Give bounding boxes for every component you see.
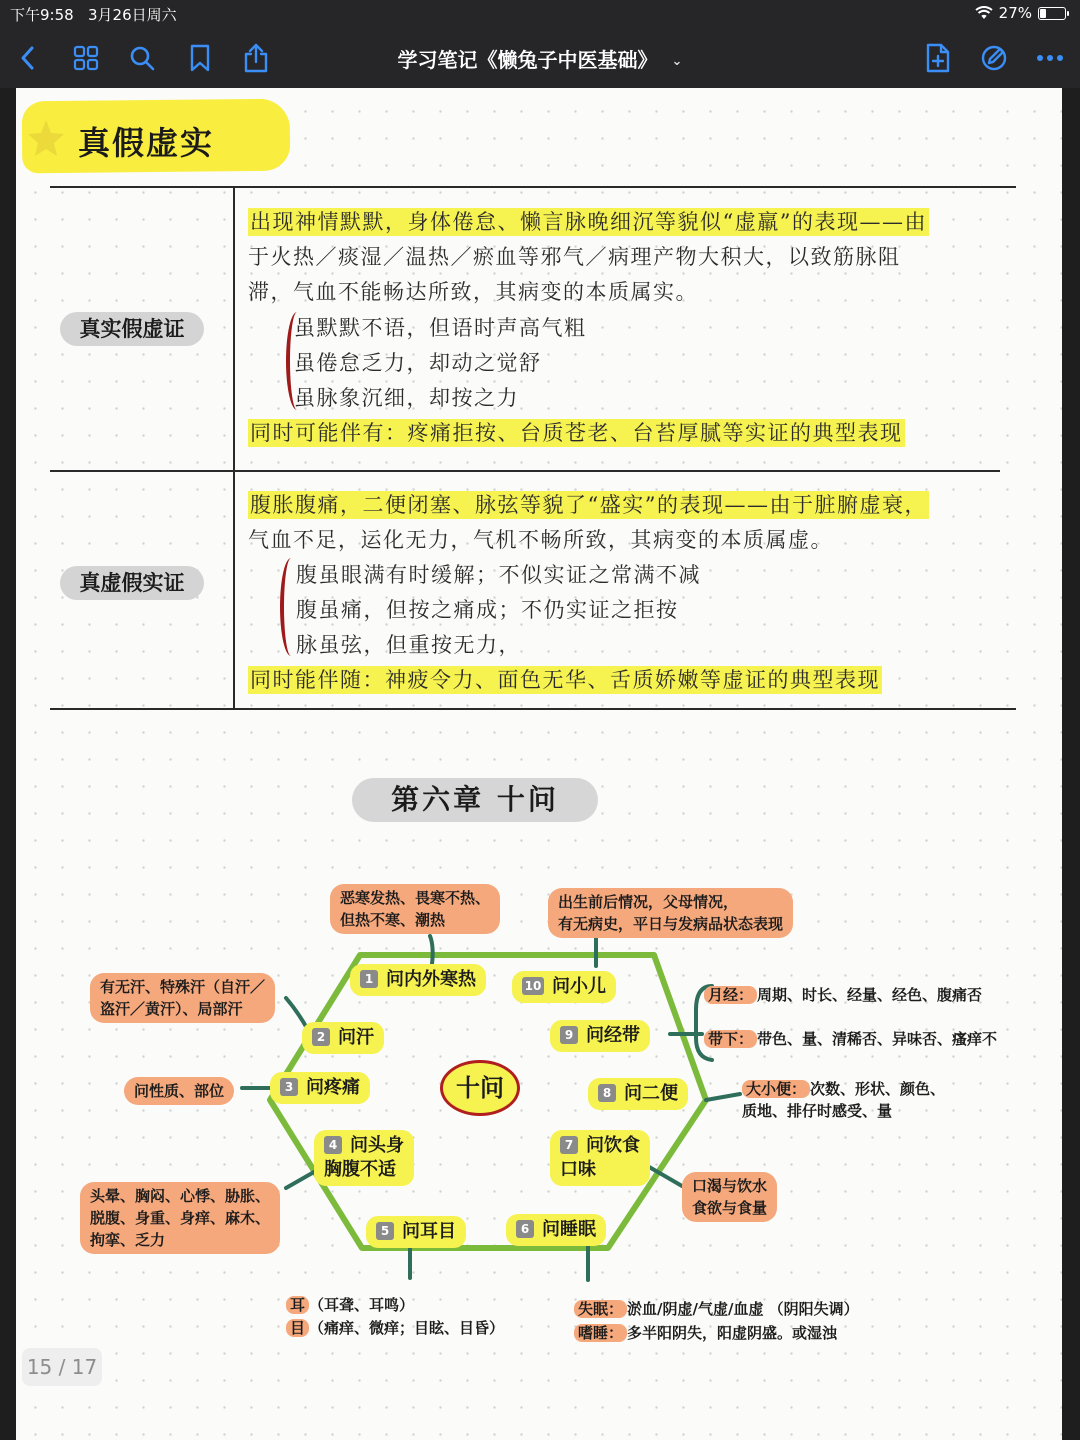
node-2-number: 2 <box>312 1028 330 1046</box>
section2-sub-1: 腹虽眼满有时缓解；不似实证之常满不减 <box>296 563 701 587</box>
note-10-line-2: 有无病史，平日与发病品状态表现 <box>558 915 784 933</box>
node-8-number: 8 <box>598 1084 616 1102</box>
node-10-number: 10 <box>522 977 544 995</box>
chevron-down-icon[interactable]: ⌄ <box>671 54 683 69</box>
node-4-number: 4 <box>324 1136 342 1154</box>
note-10-line-1: 出生前后情况，父母情况， <box>558 893 739 911</box>
note-6-shishui-text: 多半阳阴失，阳虚阴盛。或湿浊 <box>627 1324 838 1342</box>
section2-line-1-text: 腹胀腹痛，二便闭塞、脉弦等貌了“盛实”的表现——由于脏腑虚衰， <box>250 493 927 517</box>
app-toolbar <box>0 28 1080 88</box>
note-9-yuejing <box>704 984 982 1006</box>
note-7 <box>682 1172 777 1222</box>
node-1-label: 问内外寒热 <box>386 969 476 990</box>
node-1 <box>350 964 486 996</box>
node-2-label: 问汗 <box>338 1027 374 1048</box>
note-5-mu-text: （痛痒、微痒；目眩、目昏） <box>309 1319 505 1337</box>
mindmap-center: 十问 <box>440 1060 520 1116</box>
node-5-label: 问耳目 <box>402 1221 456 1242</box>
note-4 <box>80 1182 280 1254</box>
node-8-label: 问二便 <box>624 1083 678 1104</box>
section2-label: 真虚假实证 <box>60 566 204 600</box>
note-10 <box>548 888 793 938</box>
note-5-er-label: 耳 <box>286 1296 309 1314</box>
doc-title-text: 学习笔记《懒兔子中医基础》 <box>397 48 658 72</box>
note-6-shimian <box>574 1298 859 1320</box>
note-1 <box>330 884 500 934</box>
node-8 <box>588 1078 688 1110</box>
section1-label: 真实假虚证 <box>60 312 204 346</box>
add-page-icon[interactable] <box>922 42 954 74</box>
note-2-line-1: 有无汗、特殊汗（自汗／ <box>100 978 266 996</box>
note-6-shishui-label: 嗜睡： <box>574 1324 627 1342</box>
note-6-shimian-label: 失眠： <box>574 1300 627 1318</box>
section2-sub-3: 脉虽弦，但重按无力， <box>296 633 521 657</box>
section2-line-2: 气血不足，运化无力，气机不畅所致，其病变的本质属虚。 <box>248 528 833 552</box>
node-9-label: 问经带 <box>586 1025 640 1046</box>
status-right <box>975 4 1066 22</box>
section1-line-3: 滞，气血不能畅达所致，其病变的本质属实。 <box>248 280 698 304</box>
note-8 <box>742 1078 945 1122</box>
note-2-line-2: 盗汗／黄汗）、局部汗 <box>100 1000 243 1018</box>
note-9-daixia-label: 带下： <box>704 1030 757 1048</box>
note-7-line-1: 口渴与饮水 <box>692 1177 768 1195</box>
pen-icon[interactable] <box>978 42 1010 74</box>
wifi-icon <box>975 6 993 20</box>
note-6-shimian-text: 淤血/阴虚/气虚/血虚 （阴阳失调） <box>627 1300 859 1318</box>
node-3 <box>270 1072 370 1104</box>
node-7 <box>550 1130 650 1186</box>
date-text: 3月26日周六 <box>88 6 177 24</box>
section1-sub-2: 虽倦怠乏力，却动之觉舒 <box>294 351 542 375</box>
section1-sub-3: 虽脉象沉细，却按之力 <box>294 386 519 410</box>
time-text: 下午9:58 <box>10 6 74 24</box>
status-time <box>10 4 177 25</box>
node-6 <box>506 1214 606 1246</box>
note-9-daixia <box>704 1028 997 1050</box>
node-4-label: 问头身 <box>350 1135 404 1156</box>
node-4 <box>314 1130 414 1186</box>
note-8-line-2: 质地、排仔时感受、量 <box>742 1102 893 1120</box>
node-10 <box>512 971 616 1003</box>
section2-accomp-text: 同时能伴随：神疲令力、面色无华、舌质娇嫩等虚证的典型表现 <box>250 668 880 692</box>
note-9-yuejing-text: 周期、时长、经量、经色、腹痛否 <box>757 986 983 1004</box>
note-6-shishui <box>574 1322 837 1344</box>
page-title: 真假虚实 <box>78 124 215 162</box>
section1-sub-1: 虽默默不语，但语时声高气粗 <box>294 316 587 340</box>
note-7-line-2: 食欲与食量 <box>692 1199 768 1217</box>
node-7-number: 7 <box>560 1136 578 1154</box>
note-8-label: 大小便： <box>742 1080 810 1098</box>
node-9-number: 9 <box>560 1026 578 1044</box>
section1-line-1-text: 出现神情默默，身体倦怠、懒言脉晚细沉等貌似“虚羸”的表现——由 <box>250 210 927 234</box>
battery-icon <box>1038 7 1066 20</box>
note-5-er-text: （耳聋、耳鸣） <box>309 1296 415 1314</box>
note-9-daixia-text: 带色、量、清稀否、异味否、瘙痒不 <box>757 1030 998 1048</box>
node-2 <box>302 1022 384 1054</box>
node-5 <box>366 1216 466 1248</box>
note-5-er <box>286 1294 414 1316</box>
note-5-mu <box>286 1317 504 1339</box>
note-8-line-1: 次数、形状、颜色、 <box>810 1080 946 1098</box>
status-bar <box>0 0 1080 28</box>
node-6-label: 问睡眠 <box>542 1219 596 1240</box>
section1-line-2: 于火热／痰湿／温热／瘀血等邪气／病理产物大积大，以致筋脉阻 <box>248 245 901 269</box>
node-3-number: 3 <box>280 1078 298 1096</box>
note-4-line-1: 头晕、胸闷、心悸、胁胀、 <box>90 1187 271 1205</box>
note-9-yuejing-label: 月经： <box>704 986 757 1004</box>
node-5-number: 5 <box>376 1222 394 1240</box>
node-4-label-2: 胸腹不适 <box>324 1159 396 1180</box>
note-1-line-1: 恶寒发热、畏寒不热、 <box>340 889 491 907</box>
node-7-label-2: 口味 <box>560 1159 596 1180</box>
battery-percent: 27% <box>998 4 1032 22</box>
section1-accomp-text: 同时可能伴有：疼痛拒按、台质苍老、台苔厚腻等实证的典型表现 <box>250 421 903 445</box>
note-3: 问性质、部位 <box>124 1077 234 1105</box>
note-1-line-2: 但热不寒、潮热 <box>340 911 446 929</box>
chapter-title: 第六章 十问 <box>352 778 598 822</box>
node-7-label: 问饮食 <box>586 1135 640 1156</box>
more-icon[interactable] <box>1034 42 1066 74</box>
note-4-line-3: 拘挛、乏力 <box>90 1231 166 1249</box>
note-page <box>16 88 1062 1440</box>
node-10-label: 问小儿 <box>552 976 606 997</box>
note-2 <box>90 973 275 1023</box>
section2-sub-2: 腹虽痛，但按之痛成；不仍实证之拒按 <box>296 598 679 622</box>
node-1-number: 1 <box>360 970 378 988</box>
document-title[interactable] <box>0 44 1080 73</box>
page-indicator: 15 / 17 <box>22 1348 102 1386</box>
node-3-label: 问疼痛 <box>306 1077 360 1098</box>
node-6-number: 6 <box>516 1220 534 1238</box>
note-5-mu-label: 目 <box>286 1319 309 1337</box>
note-4-line-2: 脱腹、身重、身痒、麻木、 <box>90 1209 271 1227</box>
node-9 <box>550 1020 650 1052</box>
